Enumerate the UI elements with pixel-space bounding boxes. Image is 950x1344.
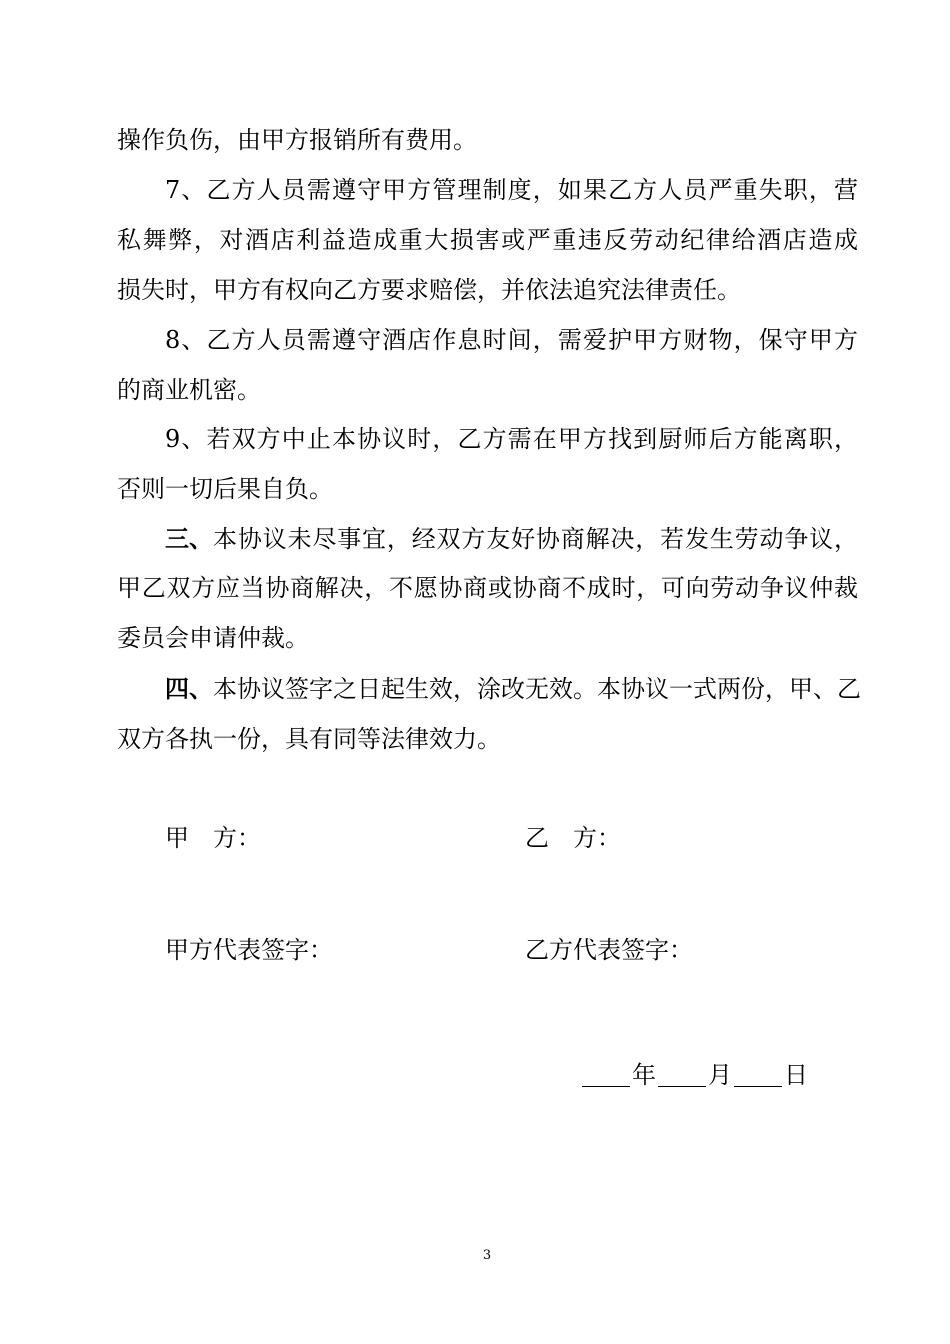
page-number: 3 bbox=[482, 1248, 492, 1263]
month-label: 月 bbox=[708, 1061, 732, 1089]
text-line: 损失时，甲方有权向乙方要求赔偿，并依法追究法律责任。 bbox=[117, 276, 741, 304]
text-line: 否则一切后果自负。 bbox=[117, 475, 333, 503]
text-line: 操作负伤，由甲方报销所有费用。 bbox=[117, 126, 477, 154]
clause-8: 8、乙方人员需遵守酒店作息时间，需爱护甲方财物，保守甲方 bbox=[165, 326, 858, 354]
month-blank bbox=[658, 1062, 706, 1087]
clause-7: 7、乙方人员需遵守甲方管理制度，如果乙方人员严重失职，营 bbox=[165, 176, 858, 204]
day-blank bbox=[734, 1062, 782, 1087]
section-3-number: 三、 bbox=[165, 524, 213, 553]
year-blank bbox=[582, 1062, 630, 1087]
section-3 bbox=[117, 514, 858, 564]
text-line: 双方各执一份，具有同等法律效力。 bbox=[117, 725, 501, 753]
text-line: 本协议未尽事宜，经双方友好协商解决，若发生劳动争议， bbox=[213, 525, 858, 553]
date-line bbox=[580, 1060, 808, 1090]
section-4 bbox=[117, 664, 861, 714]
text-line: 本协议签字之日起生效，涂改无效。本协议一式两份，甲、乙 bbox=[213, 675, 861, 703]
section-4-number: 四、 bbox=[165, 674, 213, 703]
text-line: 的商业机密。 bbox=[117, 376, 261, 404]
year-label: 年 bbox=[632, 1061, 656, 1089]
text-line: 委员会申请仲裁。 bbox=[117, 624, 309, 652]
clause-9: 9、若双方中止本协议时，乙方需在甲方找到厨师后方能离职， bbox=[165, 425, 858, 453]
text-line: 甲乙双方应当协商解决，不愿协商或协商不成时，可向劳动争议仲裁 bbox=[117, 574, 858, 602]
party-a-label: 甲 方： bbox=[165, 824, 261, 852]
party-b-label: 乙 方： bbox=[525, 824, 621, 852]
party-a-rep-signature-label: 甲方代表签字： bbox=[165, 936, 333, 964]
day-label: 日 bbox=[784, 1061, 808, 1089]
text-line: 私舞弊，对酒店利益造成重大损害或严重违反劳动纪律给酒店造成 bbox=[117, 226, 858, 254]
party-b-rep-signature-label: 乙方代表签字： bbox=[525, 936, 693, 964]
